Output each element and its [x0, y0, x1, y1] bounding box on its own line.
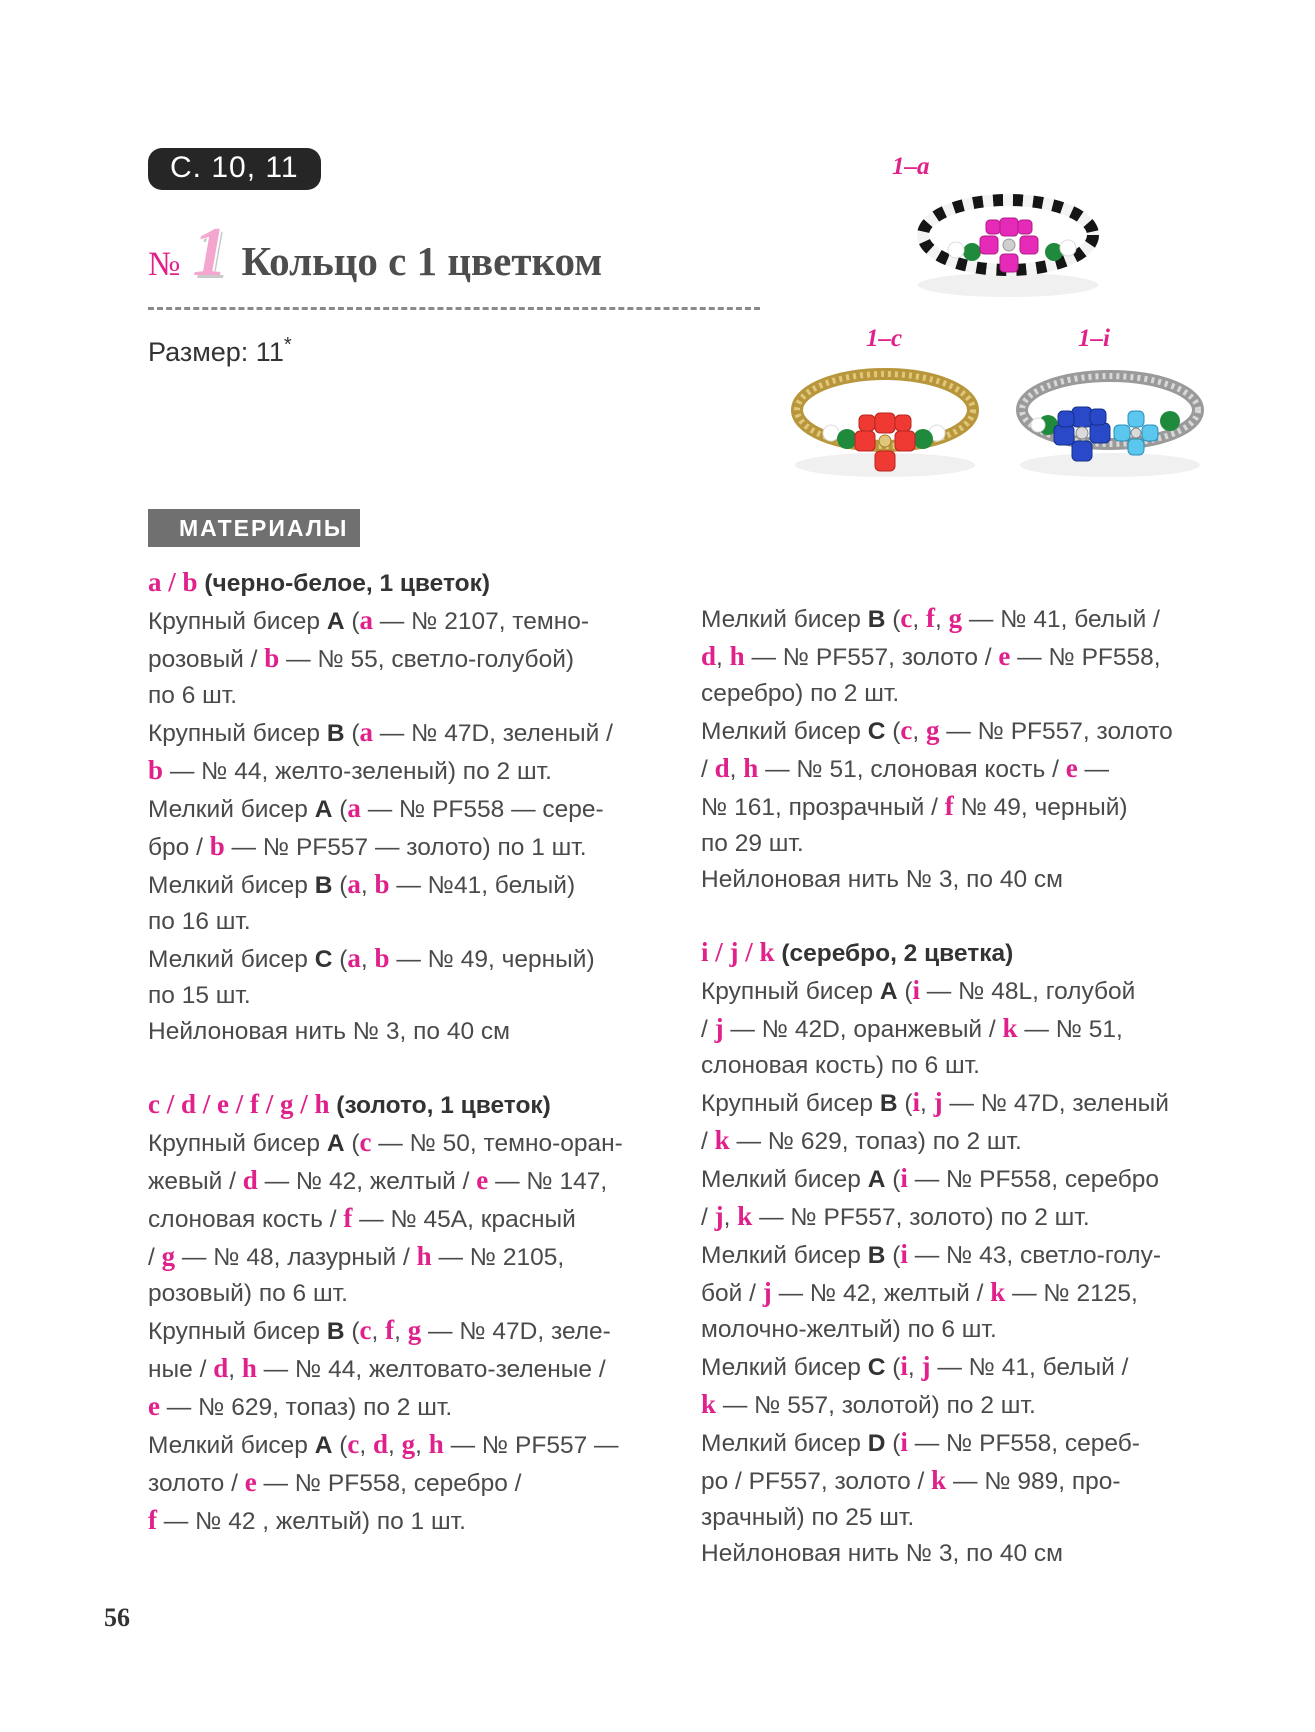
text-run: ( [897, 1090, 913, 1117]
variant-letter: h [729, 641, 745, 671]
bead-type-letter: A [314, 1432, 333, 1459]
material-line [148, 752, 648, 790]
variant-letter: c [359, 1315, 372, 1345]
material-line [701, 1462, 1221, 1500]
variant-letter: i [900, 1427, 908, 1457]
variant-letter: h [743, 753, 759, 783]
variant-letter: i [912, 1087, 920, 1117]
text-run: / [148, 1244, 162, 1271]
variant-letter: g [161, 1241, 176, 1271]
variant-letter: a [347, 793, 361, 823]
text-run: ( [344, 1130, 360, 1157]
variant-letter: f [385, 1315, 395, 1345]
variant-letter: k [931, 1465, 947, 1495]
size-label: Размер: 11 [148, 337, 284, 367]
photo-label-i: 1–i [1078, 325, 1110, 352]
bead-type-letter: A [326, 608, 345, 635]
variant-letter: f [148, 1505, 157, 1535]
text-run: , [729, 756, 744, 783]
text-run: — № 147, [488, 1168, 608, 1195]
text-run: — № PF558, серебро [907, 1166, 1160, 1193]
material-line [148, 1502, 648, 1540]
material-line [701, 1160, 1221, 1198]
text-run: — № 51, [1017, 1016, 1123, 1043]
material-line [701, 1010, 1221, 1048]
title-text: Кольцо с 1 цветком [241, 238, 603, 284]
material-line [148, 1426, 648, 1464]
text-run: серебро) по 2 шт. [701, 680, 900, 707]
variant-letter: e [148, 1391, 160, 1421]
text-run: Мелкий бисер [701, 606, 868, 633]
variant-letter: d [714, 753, 730, 783]
text-run: золото / [148, 1470, 245, 1497]
bead-type-letter: C [314, 946, 333, 973]
material-line [148, 714, 648, 752]
material-line [701, 1424, 1221, 1462]
size-footnote-mark: * [283, 334, 292, 356]
variant-letter: a [347, 943, 361, 973]
variant-letter: h [416, 1241, 432, 1271]
variant-letter: d [701, 641, 717, 671]
text-run: (черно-белое, 1 цветок) [197, 570, 491, 597]
photo-label-c: 1–c [866, 325, 903, 352]
text-run: , [359, 1432, 373, 1459]
text-run: Мелкий бисер [701, 718, 868, 745]
variant-letter: i [912, 975, 920, 1005]
bead-type-letter: C [867, 718, 886, 745]
variant-letter: a [347, 869, 361, 899]
variant-letter: k [990, 1277, 1006, 1307]
material-line [701, 1122, 1221, 1160]
text-run: , [907, 1354, 922, 1381]
material-line [148, 678, 648, 714]
material-line [701, 1084, 1221, 1122]
text-run: слоновая кость / [148, 1206, 344, 1233]
variant-letter: f [926, 603, 935, 633]
material-line [701, 1500, 1221, 1536]
material-line [701, 1048, 1221, 1084]
material-line [148, 1276, 648, 1312]
variant-letter: i / j / k [701, 937, 775, 967]
text-run: , [360, 872, 375, 899]
text-run: ( [332, 872, 348, 899]
text-run: — №41, белый) [389, 872, 576, 899]
material-line [148, 828, 648, 866]
text-run: , [935, 606, 949, 633]
material-line [701, 1236, 1221, 1274]
variant-letter: g [926, 715, 940, 745]
title-divider [148, 307, 760, 310]
text-run: Крупный бисер [148, 1130, 327, 1157]
material-line [148, 1388, 648, 1426]
text-run: ( [885, 718, 901, 745]
material-line [701, 1198, 1221, 1236]
text-run: — № 47D, зеленый [942, 1090, 1169, 1117]
text-run: — № 42, желтый / [257, 1168, 477, 1195]
text-run: — № 2125, [1005, 1280, 1138, 1307]
title-pattern-number: 1 [192, 214, 228, 291]
text-run: розовый) по 6 шт. [148, 1280, 348, 1307]
text-run: розовый / [148, 646, 265, 673]
variant-letter: g [407, 1315, 422, 1345]
material-line [148, 866, 648, 904]
text-run: Мелкий бисер [701, 1242, 868, 1269]
text-run: — № 2105, [431, 1244, 565, 1271]
variant-letter: g [401, 1429, 416, 1459]
ring-photo-gold [785, 355, 985, 485]
text-run: по 16 шт. [148, 908, 251, 935]
text-run: — № PF558, сереб- [907, 1430, 1140, 1457]
page-number: 56 [104, 1603, 130, 1632]
text-run: ро / PF557, золото / [701, 1468, 932, 1495]
text-run: , [716, 644, 730, 671]
material-line [148, 940, 648, 978]
size-line [148, 334, 292, 368]
text-run: — № PF557 — [443, 1432, 619, 1459]
material-line [148, 790, 648, 828]
text-run: ные / [148, 1356, 214, 1383]
text-run: ( [344, 608, 360, 635]
material-line [701, 788, 1221, 826]
variant-letter: c [359, 1127, 372, 1157]
variant-heading [701, 934, 1221, 972]
text-run: , [371, 1318, 386, 1345]
bead-type-letter: B [314, 872, 333, 899]
text-run: ( [332, 1432, 348, 1459]
text-run: Мелкий бисер [148, 946, 315, 973]
text-run: Нейлоновая нить № 3, по 40 см [148, 1018, 510, 1045]
variant-letter: c / d / e / f / g / h [148, 1089, 330, 1119]
text-run: / [701, 1128, 715, 1155]
variant-letter: c [900, 715, 913, 745]
bead-type-letter: B [867, 606, 886, 633]
pattern-title [148, 214, 603, 291]
text-run: — № PF557, золото / [744, 644, 999, 671]
variant-letter: j [714, 1201, 724, 1231]
photo-label-a: 1–a [892, 153, 930, 180]
material-line [701, 1386, 1221, 1424]
variant-letter: a / b [148, 567, 198, 597]
text-run: — № 51, слоновая кость / [758, 756, 1066, 783]
variant-letter: k [714, 1125, 730, 1155]
text-run: — № 48L, голубой [920, 978, 1136, 1005]
text-run: / [701, 1204, 715, 1231]
variant-letter: d [213, 1353, 229, 1383]
text-run: — № PF558, серебро / [256, 1470, 522, 1497]
text-run: (золото, 1 цветок) [329, 1092, 551, 1119]
material-line [148, 602, 648, 640]
text-run: — [1077, 756, 1109, 783]
text-run: по 29 шт. [701, 830, 804, 857]
material-line [148, 1162, 648, 1200]
material-line [148, 1350, 648, 1388]
text-run: — № 45A, красный [352, 1206, 576, 1233]
variant-letter: f [343, 1203, 353, 1233]
text-run: бро / [148, 834, 210, 861]
materials-right-column [701, 600, 1221, 1572]
text-run: Крупный бисер [148, 720, 327, 747]
text-run: — № 55, светло-голубой) [279, 646, 575, 673]
text-run: — № PF557, золото [939, 718, 1173, 745]
text-run: Мелкий бисер [701, 1354, 868, 1381]
bead-type-letter: A [326, 1130, 345, 1157]
variant-heading [148, 564, 648, 602]
variant-letter: i [900, 1163, 908, 1193]
text-run: , [228, 1356, 242, 1383]
text-run: , [388, 1432, 402, 1459]
variant-letter: k [701, 1389, 717, 1419]
bead-type-letter: B [867, 1242, 886, 1269]
material-line [701, 1536, 1221, 1572]
variant-letter: k [737, 1201, 753, 1231]
text-run: — № 42D, оранжевый / [723, 1016, 1003, 1043]
text-run: , [912, 606, 926, 633]
text-run: — № 47D, зеленый / [372, 720, 613, 747]
text-run: ( [897, 978, 913, 1005]
material-line [701, 600, 1221, 638]
text-run: бой / [701, 1280, 763, 1307]
text-run: — № 989, про- [946, 1468, 1121, 1495]
variant-letter: h [428, 1429, 444, 1459]
text-run: , [360, 946, 375, 973]
text-run: , [912, 718, 926, 745]
material-line [148, 1464, 648, 1502]
variant-letter: e [476, 1165, 489, 1195]
text-run: Нейлоновая нить № 3, по 40 см [701, 1540, 1063, 1567]
text-run: — № PF557, золото) по 2 шт. [752, 1204, 1090, 1231]
text-run: ( [885, 1242, 901, 1269]
variant-letter: e [1065, 753, 1078, 783]
text-run: — № 629, топаз) по 2 шт. [729, 1128, 1022, 1155]
text-run: Мелкий бисер [148, 1432, 315, 1459]
text-run: ( [344, 1318, 360, 1345]
bead-type-letter: B [326, 1318, 345, 1345]
variant-letter: b [209, 831, 225, 861]
text-run: — № PF558, [1010, 644, 1161, 671]
material-line [701, 972, 1221, 1010]
variant-letter: j [762, 1277, 772, 1307]
variant-letter: d [242, 1165, 258, 1195]
text-run: — № 43, светло-голу- [907, 1242, 1162, 1269]
bead-type-letter: B [879, 1090, 898, 1117]
variant-letter: h [241, 1353, 257, 1383]
material-line [148, 640, 648, 678]
ring-photo-black-white [908, 180, 1108, 300]
text-run: Крупный бисер [701, 978, 880, 1005]
text-run: , [415, 1432, 429, 1459]
text-run: Мелкий бисер [148, 796, 315, 823]
variant-letter: e [244, 1467, 257, 1497]
text-run: — № 42, желтый / [771, 1280, 991, 1307]
bead-type-letter: D [867, 1430, 886, 1457]
text-run: , [920, 1090, 934, 1117]
text-run: , [394, 1318, 408, 1345]
text-run: по 6 шт. [148, 682, 238, 709]
text-run: молочно-желтый) по 6 шт. [701, 1316, 997, 1343]
text-run: ( [344, 720, 360, 747]
text-run: по 15 шт. [148, 982, 251, 1009]
material-line [701, 1348, 1221, 1386]
text-run: — № 2107, темно- [372, 608, 590, 635]
variant-letter: j [714, 1013, 724, 1043]
text-run: — № 629, топаз) по 2 шт. [159, 1394, 453, 1421]
text-run: ( [885, 606, 901, 633]
material-line [148, 1312, 648, 1350]
text-run: — № 44, желто-зеленый) по 2 шт. [163, 758, 552, 785]
text-run: Крупный бисер [148, 608, 327, 635]
variant-letter: e [998, 641, 1011, 671]
variant-letter: d [373, 1429, 389, 1459]
text-run: ( [885, 1354, 901, 1381]
bead-type-letter: A [867, 1166, 886, 1193]
variant-letter: c [347, 1429, 360, 1459]
bead-type-letter: B [326, 720, 345, 747]
variant-letter: g [948, 603, 963, 633]
materials-header: МАТЕРИАЛЫ [148, 509, 360, 547]
material-line [701, 862, 1221, 898]
text-run: Крупный бисер [701, 1090, 880, 1117]
variant-letter: b [374, 869, 390, 899]
text-run: — № 557, золотой) по 2 шт. [716, 1392, 1036, 1419]
text-run: — № 42 , желтый) по 1 шт. [157, 1508, 466, 1535]
text-run: Мелкий бисер [701, 1166, 868, 1193]
variant-letter: i [900, 1239, 908, 1269]
variant-letter: b [374, 943, 390, 973]
material-line [701, 826, 1221, 862]
material-line [701, 750, 1221, 788]
text-run: — № 41, белый / [930, 1354, 1129, 1381]
page-reference-badge: С. 10, 11 [148, 148, 321, 190]
text-run: / [701, 756, 715, 783]
variant-letter: i [900, 1351, 908, 1381]
text-run: ( [885, 1430, 901, 1457]
material-line [701, 638, 1221, 676]
variant-letter: c [900, 603, 913, 633]
material-line [701, 1312, 1221, 1348]
ring-photo-silver [1010, 355, 1210, 485]
section-gap [148, 1050, 648, 1086]
text-run: Мелкий бисер [701, 1430, 868, 1457]
variant-letter: a [359, 717, 373, 747]
material-line [701, 1274, 1221, 1312]
text-run: — № 50, темно-оран- [371, 1130, 623, 1157]
material-line [701, 712, 1221, 750]
material-line [148, 1238, 648, 1276]
variant-letter: k [1002, 1013, 1018, 1043]
text-run: — № 44, желтовато-зеленые / [256, 1356, 606, 1383]
bead-type-letter: A [879, 978, 898, 1005]
material-line [148, 1124, 648, 1162]
text-run: — № 49, черный) [389, 946, 595, 973]
text-run: слоновая кость) по 6 шт. [701, 1052, 980, 1079]
section-gap [701, 898, 1221, 934]
material-line [701, 676, 1221, 712]
material-line [148, 1200, 648, 1238]
variant-letter: a [359, 605, 373, 635]
bead-type-letter: C [867, 1354, 886, 1381]
variant-letter: f [944, 791, 954, 821]
text-run: ( [332, 796, 348, 823]
text-run: жевый / [148, 1168, 243, 1195]
text-run: ( [332, 946, 348, 973]
variant-letter: b [264, 643, 280, 673]
text-run: ( [885, 1166, 901, 1193]
materials-left-column [148, 564, 648, 1540]
bead-type-letter: A [314, 796, 333, 823]
text-run: , [723, 1204, 738, 1231]
variant-letter: b [148, 755, 164, 785]
text-run: Крупный бисер [148, 1318, 327, 1345]
text-run: / [701, 1016, 715, 1043]
text-run: — № 47D, зеле- [421, 1318, 611, 1345]
text-run: — № PF557 — золото) по 1 шт. [224, 834, 587, 861]
text-run: — № 48, лазурный / [175, 1244, 417, 1271]
text-run: Мелкий бисер [148, 872, 315, 899]
material-line [148, 1014, 648, 1050]
variant-letter: j [921, 1351, 931, 1381]
text-run: (серебро, 2 цветка) [774, 940, 1014, 967]
material-line [148, 978, 648, 1014]
title-number-sign: № [148, 246, 181, 283]
text-run: зрачный) по 25 шт. [701, 1504, 915, 1531]
text-run: № 49, черный) [953, 794, 1128, 821]
text-run: Нейлоновая нить № 3, по 40 см [701, 866, 1063, 893]
text-run: — № PF558 — сере- [360, 796, 604, 823]
variant-heading [148, 1086, 648, 1124]
text-run: № 161, прозрачный / [701, 794, 945, 821]
material-line [148, 904, 648, 940]
variant-letter: j [933, 1087, 943, 1117]
text-run: — № 41, белый / [962, 606, 1160, 633]
